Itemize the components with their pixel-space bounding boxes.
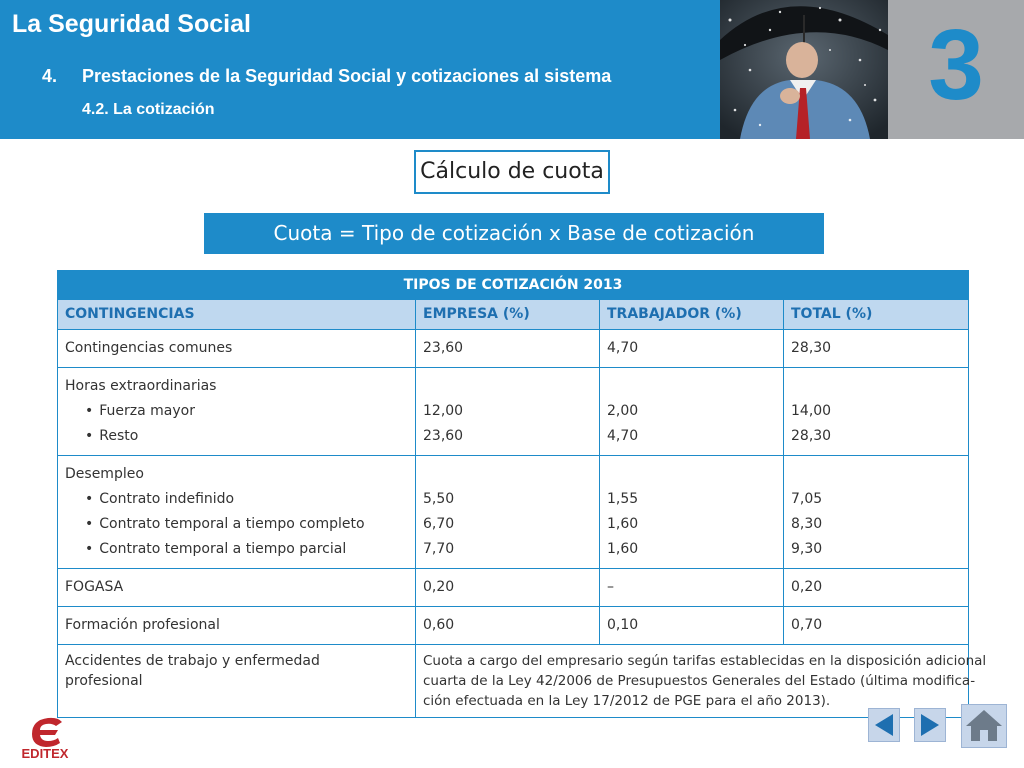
row-label: Accidentes de trabajo y enfermedad bbox=[65, 653, 320, 669]
trabajador-value: 2,00 bbox=[607, 403, 639, 419]
column-header: EMPRESA (%) bbox=[416, 300, 600, 330]
total-value: 28,30 bbox=[784, 330, 969, 368]
row-label: Desempleo bbox=[65, 466, 144, 482]
row-label: Horas extraordinarias bbox=[65, 378, 217, 394]
previous-slide-button[interactable] bbox=[868, 708, 900, 742]
home-button[interactable] bbox=[961, 704, 1007, 748]
formula-banner: Cuota = Tipo de cotización x Base de cotización bbox=[204, 213, 824, 254]
table-row bbox=[58, 569, 969, 607]
logo-text: EDITEX bbox=[21, 746, 69, 760]
chapter-number: 3 bbox=[928, 9, 984, 121]
editex-logo-icon bbox=[10, 712, 80, 760]
chapter-badge bbox=[888, 0, 1024, 139]
table-row bbox=[58, 607, 969, 645]
total-value: 9,30 bbox=[791, 541, 823, 557]
column-header: CONTINGENCIAS bbox=[58, 300, 416, 330]
trabajador-value: 1,55 bbox=[607, 491, 639, 507]
editex-logo bbox=[10, 712, 80, 760]
sub-item-label: • Contrato temporal a tiempo parcial bbox=[65, 537, 408, 562]
subsection-title: 4.2. La cotización bbox=[82, 101, 215, 118]
total-value: 14,00 bbox=[791, 403, 832, 419]
trabajador-value: 4,70 bbox=[607, 428, 639, 444]
table-title: TIPOS DE COTIZACIÓN 2013 bbox=[58, 271, 969, 300]
trabajador-value: 1,60 bbox=[607, 541, 639, 557]
chapter-title: La Seguridad Social bbox=[12, 10, 251, 38]
section-heading bbox=[42, 66, 611, 87]
total-value: 8,30 bbox=[791, 516, 823, 532]
note-text: Cuota a cargo del empresario según tarifas establecidas en la disposición adicional bbox=[423, 653, 987, 669]
trabajador-value: 1,60 bbox=[607, 516, 639, 532]
slide-header bbox=[0, 0, 1024, 139]
sub-item-label: • Resto bbox=[65, 424, 408, 449]
empresa-value: 0,60 bbox=[416, 607, 600, 645]
empresa-value: 0,20 bbox=[416, 569, 600, 607]
sub-item-label: • Contrato indefinido bbox=[65, 487, 408, 512]
sub-item-label: • Contrato temporal a tiempo completo bbox=[65, 512, 408, 537]
arrow-left-icon bbox=[869, 709, 899, 741]
total-value: 0,70 bbox=[784, 607, 969, 645]
row-label: Formación profesional bbox=[58, 607, 416, 645]
contribution-rates-table bbox=[57, 270, 987, 718]
trabajador-value: 4,70 bbox=[600, 330, 784, 368]
note-text: cuarta de la Ley 42/2006 de Presupuestos Generales del Estado (última modifica- bbox=[423, 673, 976, 689]
section-number: 4. bbox=[42, 66, 58, 86]
empresa-value: 6,70 bbox=[423, 516, 455, 532]
total-value: 0,20 bbox=[784, 569, 969, 607]
umbrella-man-image bbox=[720, 0, 888, 139]
section-title: Prestaciones de la Seguridad Social y cotizaciones al sistema bbox=[82, 66, 612, 86]
table-title-row bbox=[58, 271, 969, 300]
note-text: ción efectuada en la Ley 17/2012 de PGE para el año 2013). bbox=[423, 693, 831, 709]
empresa-value: 23,60 bbox=[423, 428, 464, 444]
table-row bbox=[58, 368, 969, 456]
trabajador-value: – bbox=[600, 569, 784, 607]
total-value: 7,05 bbox=[791, 491, 823, 507]
table-row bbox=[58, 645, 969, 718]
table-row bbox=[58, 456, 969, 569]
column-header: TRABAJADOR (%) bbox=[600, 300, 784, 330]
sub-item-label: • Fuerza mayor bbox=[65, 399, 408, 424]
empresa-value: 12,00 bbox=[423, 403, 464, 419]
next-slide-button[interactable] bbox=[914, 708, 946, 742]
total-value: 28,30 bbox=[791, 428, 832, 444]
row-label: FOGASA bbox=[58, 569, 416, 607]
arrow-right-icon bbox=[915, 709, 945, 741]
home-icon bbox=[962, 705, 1006, 747]
empresa-value: 7,70 bbox=[423, 541, 455, 557]
header-photo bbox=[720, 0, 888, 139]
table-row bbox=[58, 330, 969, 368]
row-label: Contingencias comunes bbox=[58, 330, 416, 368]
trabajador-value: 0,10 bbox=[600, 607, 784, 645]
table-header-row bbox=[58, 300, 969, 330]
empresa-value: 5,50 bbox=[423, 491, 455, 507]
column-header: TOTAL (%) bbox=[784, 300, 969, 330]
row-label-cont: profesional bbox=[65, 673, 143, 689]
calc-label: Cálculo de cuota bbox=[414, 150, 610, 194]
empresa-value: 23,60 bbox=[416, 330, 600, 368]
